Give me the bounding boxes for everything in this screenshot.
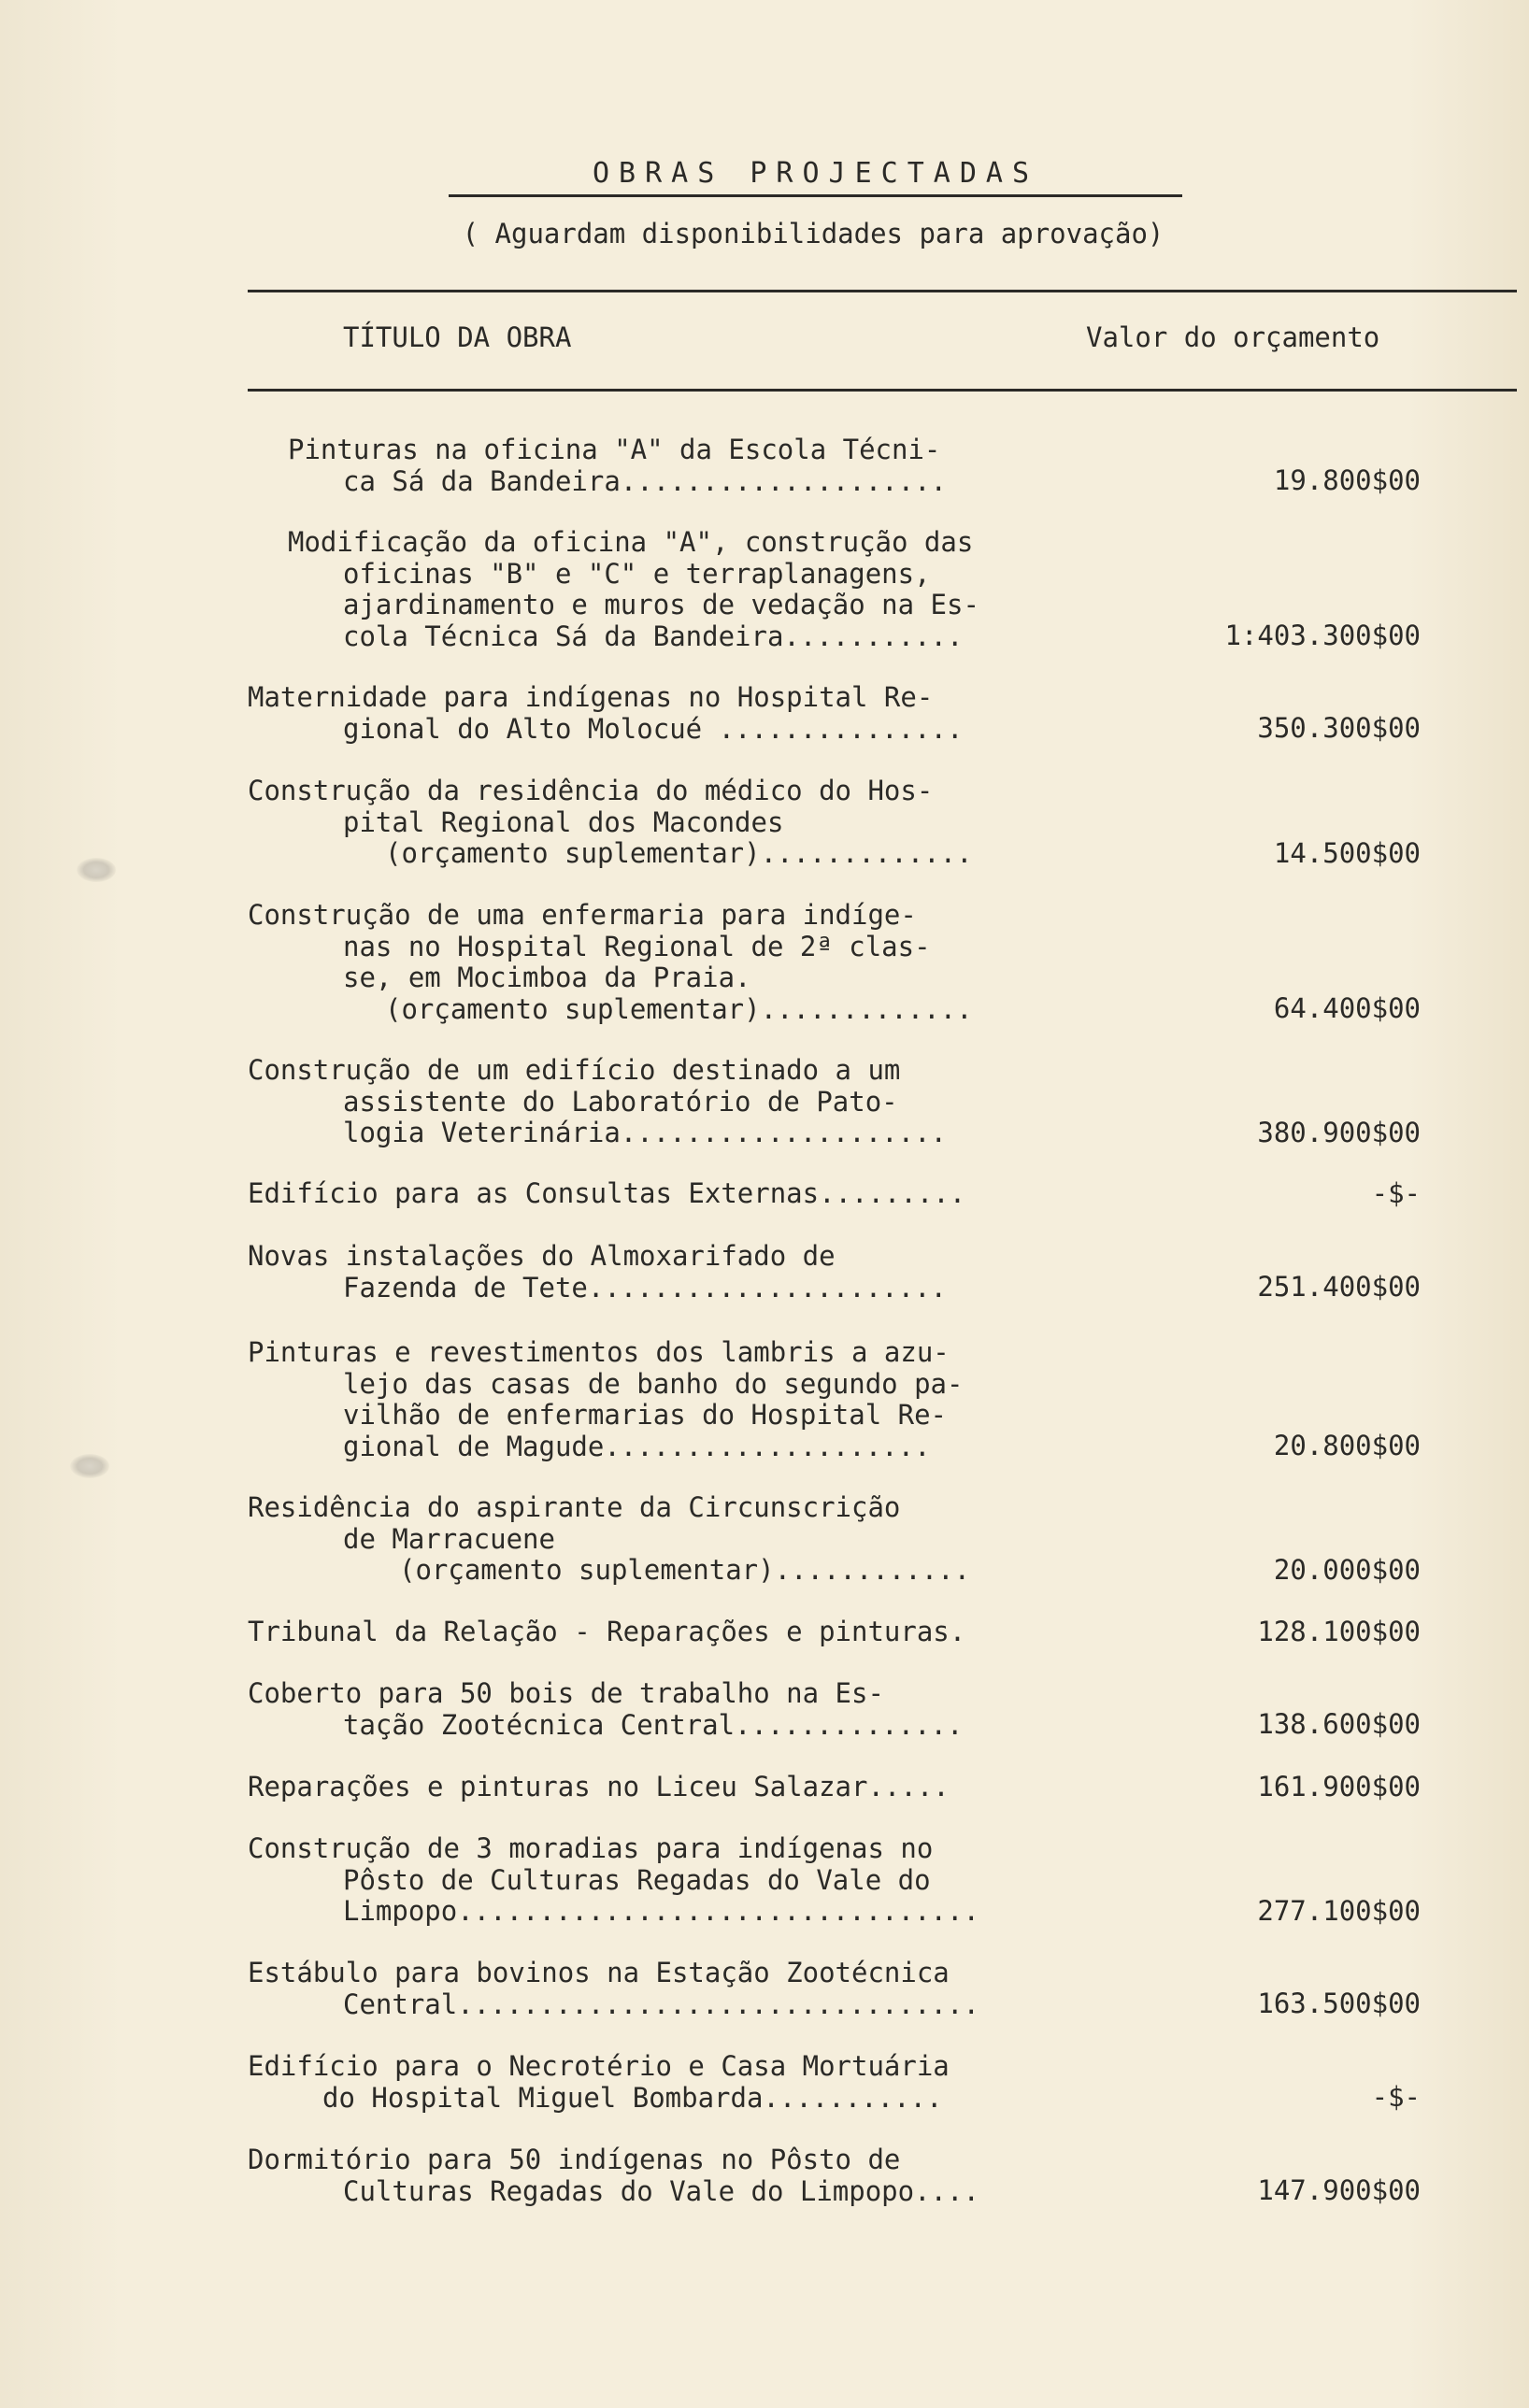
punch-hole-upper <box>77 858 116 882</box>
budget-value: 14.500$00 <box>1273 836 1421 869</box>
work-title-line <box>248 1086 1517 1118</box>
work-title-line <box>248 1368 1517 1400</box>
work-title-text: Culturas Regadas do Vale do Limpopo.... <box>343 2174 979 2207</box>
work-title-text: Edifício para o Necrotério e Casa Mortuária <box>248 2050 950 2082</box>
budget-value: -$- <box>1371 2081 1421 2113</box>
work-entry <box>248 1832 1517 1927</box>
budget-value: -$- <box>1371 1176 1421 1209</box>
work-title-text: Construção de uma enfermaria para indíge- <box>248 899 917 931</box>
work-entry <box>248 1616 1517 1647</box>
budget-value: 20.800$00 <box>1273 1430 1421 1461</box>
work-entry <box>248 775 1517 869</box>
budget-value: 161.900$00 <box>1257 1770 1421 1802</box>
work-title-text: Construção da residência do médico do Hos- <box>248 775 934 806</box>
page-title: OBRAS PROJECTADAS <box>592 157 1039 190</box>
work-title-text: de Marracuene <box>343 1522 555 1555</box>
work-title-text: Novas instalações do Almoxarifado de <box>248 1240 836 1272</box>
work-title-text: Reparações e pinturas no Liceu Salazar..... <box>248 1771 950 1802</box>
work-title-text: logia Veterinária.................... <box>343 1117 948 1148</box>
work-title-line <box>248 1240 1517 1272</box>
work-entry <box>248 1957 1517 2019</box>
work-entry <box>248 434 1517 496</box>
work-title-text: assistente do Laboratório de Pato- <box>343 1085 898 1118</box>
budget-value: 1:403.300$00 <box>1224 620 1421 651</box>
work-title-text: Pôsto de Culturas Regadas do Vale do <box>343 1863 931 1896</box>
work-entry <box>248 2050 1517 2113</box>
work-title-text: nas no Hospital Regional de 2ª clas- <box>343 930 931 962</box>
work-title-text: Modificação da oficina "A", construção das <box>288 526 974 558</box>
work-title-text: do Hospital Miguel Bombarda........... <box>322 2081 943 2114</box>
work-title-line <box>248 1054 1517 1086</box>
work-title-line <box>248 1491 1517 1523</box>
work-title-text: Residência do aspirante da Circunscrição <box>248 1491 901 1523</box>
column-header-value: Valor do orçamento <box>1086 321 1380 353</box>
work-title-line <box>248 899 1517 931</box>
work-title-line <box>248 558 1517 590</box>
work-entry <box>248 1240 1517 1303</box>
work-title-line <box>248 1864 1517 1896</box>
budget-value: 20.000$00 <box>1273 1553 1421 1586</box>
work-title-text: lejo das casas de banho do segundo pa- <box>343 1367 964 1400</box>
budget-value: 64.400$00 <box>1273 992 1421 1024</box>
work-entry <box>248 899 1517 1024</box>
work-entry <box>248 1771 1517 1802</box>
work-title-text: Construção de 3 moradias para indígenas no <box>248 1832 934 1864</box>
work-title-line <box>248 931 1517 962</box>
work-title-text: ajardinamento e muros de vedação na Es- <box>343 589 979 620</box>
work-title-text: Construção de um edifício destinado a um <box>248 1054 901 1086</box>
work-entry <box>248 1054 1517 1148</box>
title-underline <box>449 194 1182 197</box>
work-title-line <box>248 2082 1517 2114</box>
work-title-line <box>248 589 1517 620</box>
work-title-text: (orçamento suplementar)............. <box>385 992 973 1025</box>
work-title-text: gional do Alto Molocué ............... <box>343 712 964 745</box>
work-title-text: Tribunal da Relação - Reparações e pinturas. <box>248 1616 966 1647</box>
budget-value: 138.600$00 <box>1257 1708 1421 1740</box>
work-title-text: oficinas "B" e "C" e terraplanagens, <box>343 557 931 590</box>
work-title-line <box>248 1677 1517 1709</box>
work-title-line <box>248 962 1517 993</box>
work-title-text: Maternidade para indígenas no Hospital Re- <box>248 681 934 713</box>
work-title-text: Estábulo para bovinos na Estação Zootécnica <box>248 1957 950 1988</box>
work-title-text: gional de Magude.................... <box>343 1430 931 1462</box>
work-title-text: pital Regional dos Macondes <box>343 805 784 838</box>
page-subtitle: ( Aguardam disponibilidades para aprovação) <box>462 218 1165 249</box>
budget-value: 147.900$00 <box>1257 2174 1421 2206</box>
work-entry <box>248 1491 1517 1586</box>
work-title-text: Limpopo................................ <box>343 1895 979 1927</box>
work-entry <box>248 681 1517 744</box>
work-entry <box>248 1177 1517 1209</box>
budget-value: 163.500$00 <box>1257 1988 1421 2019</box>
work-title-line <box>248 806 1517 838</box>
work-title-line <box>248 1336 1517 1368</box>
work-title-text: Pinturas na oficina "A" da Escola Técni- <box>288 434 941 465</box>
work-title-text: Pinturas e revestimentos dos lambris a azu- <box>248 1336 950 1368</box>
work-title-text: Edifício para as Consultas Externas......... <box>248 1177 966 1209</box>
work-title-line <box>248 775 1517 806</box>
work-title-line <box>248 1957 1517 1988</box>
work-title-line <box>248 434 1517 465</box>
work-title-text: (orçamento suplementar)............. <box>385 837 973 869</box>
work-title-text: Central................................ <box>343 1988 979 2020</box>
budget-value: 277.100$00 <box>1257 1894 1421 1927</box>
work-entry <box>248 1677 1517 1740</box>
work-title-text: vilhão de enfermarias do Hospital Re- <box>343 1399 948 1431</box>
work-entry <box>248 2144 1517 2206</box>
work-title-text: se, em Mocimboa da Praia. <box>343 962 751 993</box>
work-entry <box>248 526 1517 651</box>
work-title-line <box>248 1523 1517 1555</box>
budget-value: 380.900$00 <box>1257 1116 1421 1148</box>
work-title-line <box>248 2144 1517 2175</box>
header-bottom-rule <box>248 389 1517 392</box>
work-title-line <box>248 681 1517 713</box>
work-title-text: Coberto para 50 bois de trabalho na Es- <box>248 1677 884 1709</box>
work-title-line <box>248 1399 1517 1431</box>
header-top-rule <box>248 290 1517 292</box>
work-title-text: (orçamento suplementar)............ <box>399 1554 971 1586</box>
budget-value: 19.800$00 <box>1273 464 1421 496</box>
work-title-line <box>248 1177 1517 1209</box>
budget-value: 350.300$00 <box>1257 712 1421 744</box>
budget-value: 251.400$00 <box>1257 1271 1421 1303</box>
work-title-text: tação Zootécnica Central.............. <box>343 1708 964 1741</box>
work-title-text: Fazenda de Tete...................... <box>343 1271 948 1304</box>
column-header-title: TÍTULO DA OBRA <box>343 321 572 353</box>
work-title-line <box>248 526 1517 558</box>
work-title-line <box>248 1832 1517 1864</box>
budget-value: 128.100$00 <box>1257 1615 1421 1647</box>
work-title-text: Dormitório para 50 indígenas no Pôsto de <box>248 2144 901 2175</box>
work-title-text: ca Sá da Bandeira.................... <box>343 464 948 497</box>
work-title-line <box>248 2050 1517 2082</box>
work-title-text: cola Técnica Sá da Bandeira........... <box>343 620 964 652</box>
work-entry <box>248 1336 1517 1461</box>
punch-hole-lower <box>70 1454 109 1478</box>
